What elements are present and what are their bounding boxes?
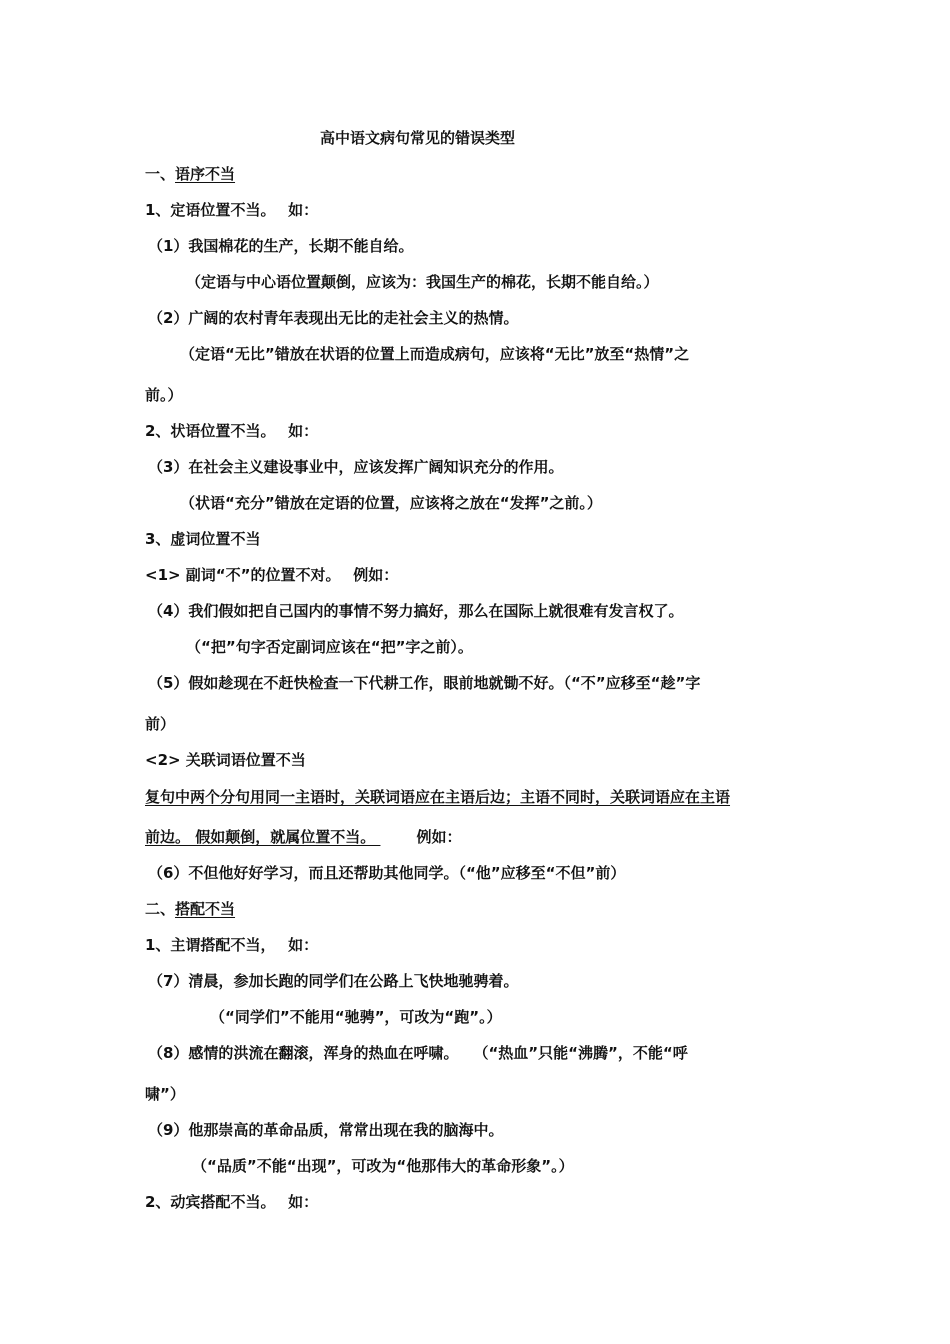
section-heading-word-order [145,164,235,184]
subheading-subject-predicate: 1、主谓搭配不当， 如： [145,936,319,954]
section-number: 二、 [145,900,176,918]
subheading-adverbial: 2、状语位置不当。 如： [145,422,319,440]
example-7-note: （“同学们”不能用“驰骋”，可改为“跑”。） [210,1008,502,1026]
rule-text-underlined: 前边。 假如颠倒，就属位置不当。 [145,828,381,846]
example-8: （8）感情的洪流在翻滚，浑身的热血在呼啸。 （“热血”只能“沸腾”，不能“呼 [148,1044,688,1062]
subheading-attributive: 1、定语位置不当。 如： [145,201,319,219]
subheading-function-words: 3、虚词位置不当 [145,530,261,548]
example-1: （1）我国棉花的生产，长期不能自给。 [148,237,414,255]
example-2-note-cont: 前。） [145,386,183,404]
example-5-cont: 前） [145,715,176,733]
example-7: （7）清晨，参加长跑的同学们在公路上飞快地驰骋着。 [148,972,519,990]
section-number: 一、 [145,165,176,183]
page-title: 高中语文病句常见的错误类型 [320,129,516,147]
example-1-note: （定语与中心语位置颠倒，应该为：我国生产的棉花，长期不能自给。） [186,273,659,291]
example-5: （5）假如趁现在不赶快检查一下代耕工作，眼前地就锄不好。（“不”应移至“趁”字 [148,674,701,692]
sub-point-2: <2> 关联词语位置不当 [145,751,306,769]
example-4: （4）我们假如把自己国内的事情不努力搞好，那么在国际上就很难有发言权了。 [148,602,684,620]
section-title: 搭配不当 [175,900,236,918]
example-9: （9）他那崇高的革命品质，常常出现在我的脑海中。 [148,1121,504,1139]
example-2-note: （定语“无比”错放在状语的位置上而造成病句，应该将“无比”放至“热情”之 [180,345,690,363]
example-4-note: （“把”句字否定副词应该在“把”字之前）。 [186,638,473,656]
subheading-verb-object: 2、动宾搭配不当。 如： [145,1193,319,1211]
example-2: （2）广阔的农村青年表现出无比的走社会主义的热情。 [148,309,519,327]
sub-point-1: <1> 副词“不”的位置不对。 例如： [145,566,399,584]
example-3-note: （状语“充分”错放在定语的位置，应该将之放在“发挥”之前。） [180,494,602,512]
rule-text-cont [145,827,461,847]
section-title: 语序不当 [175,165,236,183]
example-9-note: （“品质”不能“出现”，可改为“他那伟大的革命形象”。） [192,1157,574,1175]
example-6: （6）不但他好好学习，而且还帮助其他同学。（“他”应移至“不但”前） [148,864,626,882]
section-heading-collocation [145,899,235,919]
example-3: （3）在社会主义建设事业中，应该发挥广阔知识充分的作用。 [148,458,564,476]
example-8-cont: 啸”） [145,1085,185,1103]
rule-example-label: 例如： [416,828,462,846]
rule-text: 复句中两个分句用同一主语时，关联词语应在主语后边；主语不同时，关联词语应在主语 [145,788,731,806]
